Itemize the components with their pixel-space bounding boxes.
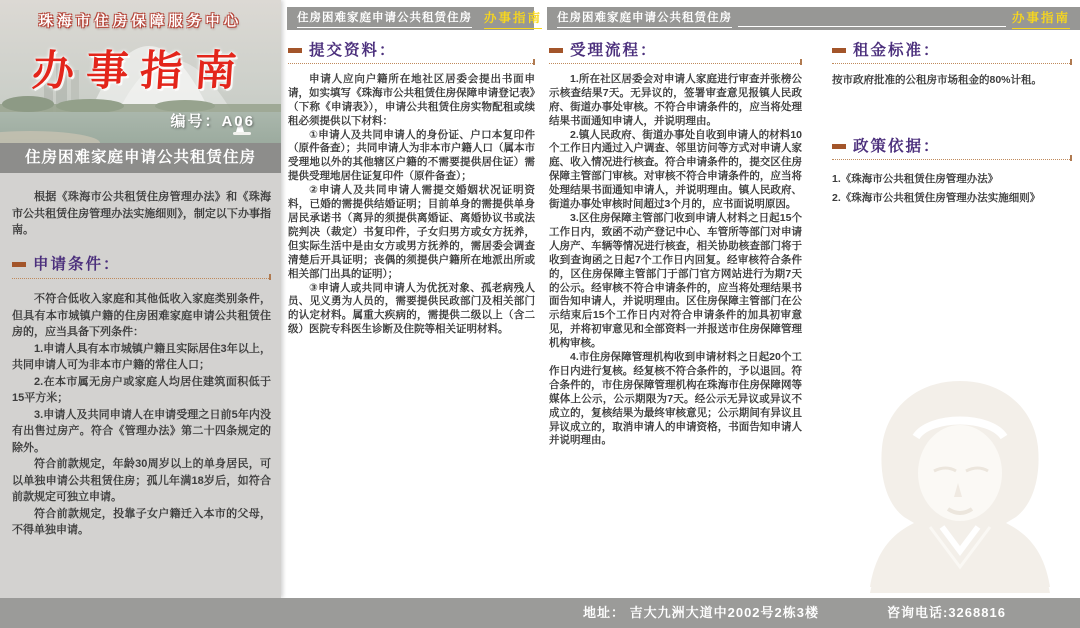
- left-cover-panel: [0, 0, 281, 598]
- header-bar-label: 住房困难家庭申请公共租赁住房: [297, 9, 472, 28]
- section-title: 申请条件：: [33, 255, 121, 273]
- condition-paragraph: 符合前款规定，年龄30周岁以上的单身居民，可以单独申请公共租赁住房；孤儿年满18岁后，如符合前款规定可独立申请。: [12, 458, 271, 503]
- service-lady-watermark: [846, 375, 1074, 598]
- footer-address: 地址： 吉大九洲大道中2002号2栋3楼: [583, 605, 819, 620]
- process-paragraph: 2.镇人民政府、街道办事处自收到申请人的材料10个工作日内通过入户调查、邻里访问等方式对申请人家庭、收入情况进行核查。符合申请条件的，提交区住房保障主管部门审核。对审核不符合申请条件的，应当将处理结果书面通知申请人，并说明理由。镇人民政府、街道办事处审核时间超过3个月的，应书面说明原因。: [549, 128, 802, 211]
- header-bar-rule: [738, 26, 1006, 27]
- header-bar-middle: [287, 7, 543, 30]
- policy-item: 1.《珠海市公共租赁住房管理办法》: [832, 172, 999, 185]
- materials-paragraph: ①申请人及共同申请人的身份证、户口本复印件（原件备查）；共同申请人为非本市户籍人口（属本市受理地以外的其他辖区户籍的不需要提供居住证）需提供受理地居住证复印件（原件备查）；: [288, 128, 535, 183]
- section-title: 受理流程：: [570, 42, 658, 59]
- condition-paragraph: 符合前款规定，投靠子女户籍迁入本市的父母，不得单独申请。: [12, 507, 271, 536]
- section-materials-header: [288, 44, 535, 64]
- section-conditions-header: [12, 257, 271, 280]
- condition-paragraph: 不符合低收入家庭和其他低收入家庭类别条件，但具有本市城镇户籍的住房困难家庭申请公共租赁住房的，应当具备下列条件：: [12, 293, 271, 338]
- section-title: 政策依据：: [853, 137, 941, 155]
- section-process-header: [549, 44, 802, 64]
- intro-paragraph: 根据《珠海市公共租赁住房管理办法》和《珠海市公共租赁住房管理办法实施细则》，制定以下办事指南。: [12, 191, 271, 236]
- materials-paragraph: 申请人应向户籍所在地社区居委会提出书面申请，如实填写《珠海市公共租赁住房保障申请登记表》（下称《申请表》），申请公共租赁住房实物配租或续租必须提供以下材料：: [288, 72, 535, 127]
- policy-item: 2.《珠海市公共租赁住房管理办法实施细则》: [832, 191, 1041, 204]
- guide-code: 编号：A06: [170, 113, 255, 130]
- skyline-photo: [0, 0, 281, 143]
- header-bar-label: 住房困难家庭申请公共租赁住房: [557, 9, 732, 28]
- cover-body: [0, 173, 281, 598]
- org-title: 珠海市住房保障服务中心: [38, 14, 243, 30]
- footer-phone: 咨询电话:3268816: [887, 605, 1006, 620]
- process-paragraph: 4.市住房保障管理机构收到申请材料之日起20个工作日内进行复核。经复核不符合条件的，予以退回。符合条件的，市住房保障管理机构在珠海市住房保障网等媒体上公示，公示期限为7天。经公示无异议或异议不成立的，复核结果为最终审核意见；公示期间有异议且异议成立的，取消申请人的申请资格，书面告知申请人并说明理由。: [549, 351, 802, 447]
- process-paragraph: 3.区住房保障主管部门收到申请人材料之日起15个工作日内，致函不动产登记中心、车管所等部门对申请人房产、车辆等情况进行核查，相关协助核查部门将于收到查询函之日起7个工作日内回复。经审核符合条件的，区住房保障主管部门于部门官方网站进行为期7天的公示。经审核不符合申请条件的，应当将处理结果书面告知申请人，并说明理由。区住房保障主管部门在公示结束后15个工作日内对符合申请条件的加具初审意见，并将初审意见和全部资料一并报送市住房保障管理机构审核。: [549, 211, 802, 350]
- policy-block: [832, 137, 1072, 208]
- section-policy-header: [832, 137, 1072, 160]
- process-column: [549, 44, 802, 448]
- section-rent-header: [832, 44, 1072, 64]
- section-dash-icon: [12, 262, 26, 267]
- condition-paragraph: 2.在本市属无房户或家庭人均居住建筑面积低于15平方米；: [12, 375, 271, 404]
- rent-standard-text: 按市政府批准的公租房市场租金的80%计租。: [832, 73, 1043, 86]
- header-bar-badge: 办事指南: [1012, 8, 1070, 29]
- materials-column: [288, 44, 535, 337]
- materials-paragraph: ③申请人或共同申请人为优抚对象、孤老病残人员、见义勇为人员的，需要提供民政部门及相关部门的认定材料。属重大疾病的，需提供二级以上（含二级）医院专科医生诊断及住院等相关证明材料。: [288, 281, 535, 336]
- footer-bar: [0, 598, 1080, 628]
- condition-paragraph: 1.申请人具有本市城镇户籍且实际居住3年以上，共同申请人可为非本市户籍的常住人口；: [12, 342, 271, 371]
- process-paragraph: 1.所在社区居委会对申请人家庭进行审查并张榜公示核查结果7天。无异议的，签署审查意见报镇人民政府、街道办事处审核。不符合申请条件的，应当将处理结果书面通知申请人，并说明理由。: [549, 72, 802, 127]
- section-title: 租金标准：: [853, 42, 941, 59]
- cover-banner-title: 住房困难家庭申请公共租赁住房: [0, 143, 281, 173]
- section-title: 提交资料：: [309, 42, 397, 59]
- service-lady-icon: [846, 375, 1074, 593]
- materials-paragraph: ②申请人及共同申请人需提交婚姻状况证明资料，已婚的需提供结婚证明；目前单身的需提供单身居民承诺书（离异的须提供离婚证、离婚协议书或法院判决（裁定）书复印件，子女归男方或女方抚养，但实际生活中是由女方或男方抚养的，需居委会调查清楚后开具证明；丧偶的须提供户籍所在地派出所或相关部门出具的证明）；: [288, 184, 535, 280]
- section-dash-icon: [832, 48, 846, 53]
- section-dash-icon: [832, 144, 846, 149]
- section-dash-icon: [549, 48, 563, 53]
- header-bar-badge: 办事指南: [484, 8, 542, 29]
- rent-policy-column: [832, 44, 1072, 208]
- brand-title: 办事指南: [30, 47, 250, 94]
- section-dash-icon: [288, 48, 302, 53]
- condition-paragraph: 3.申请人及共同申请人在申请受理之日前5年内没有出售过房产。符合《管理办法》第二十四条规定的除外。: [12, 408, 271, 454]
- header-bar-right: [547, 7, 1080, 30]
